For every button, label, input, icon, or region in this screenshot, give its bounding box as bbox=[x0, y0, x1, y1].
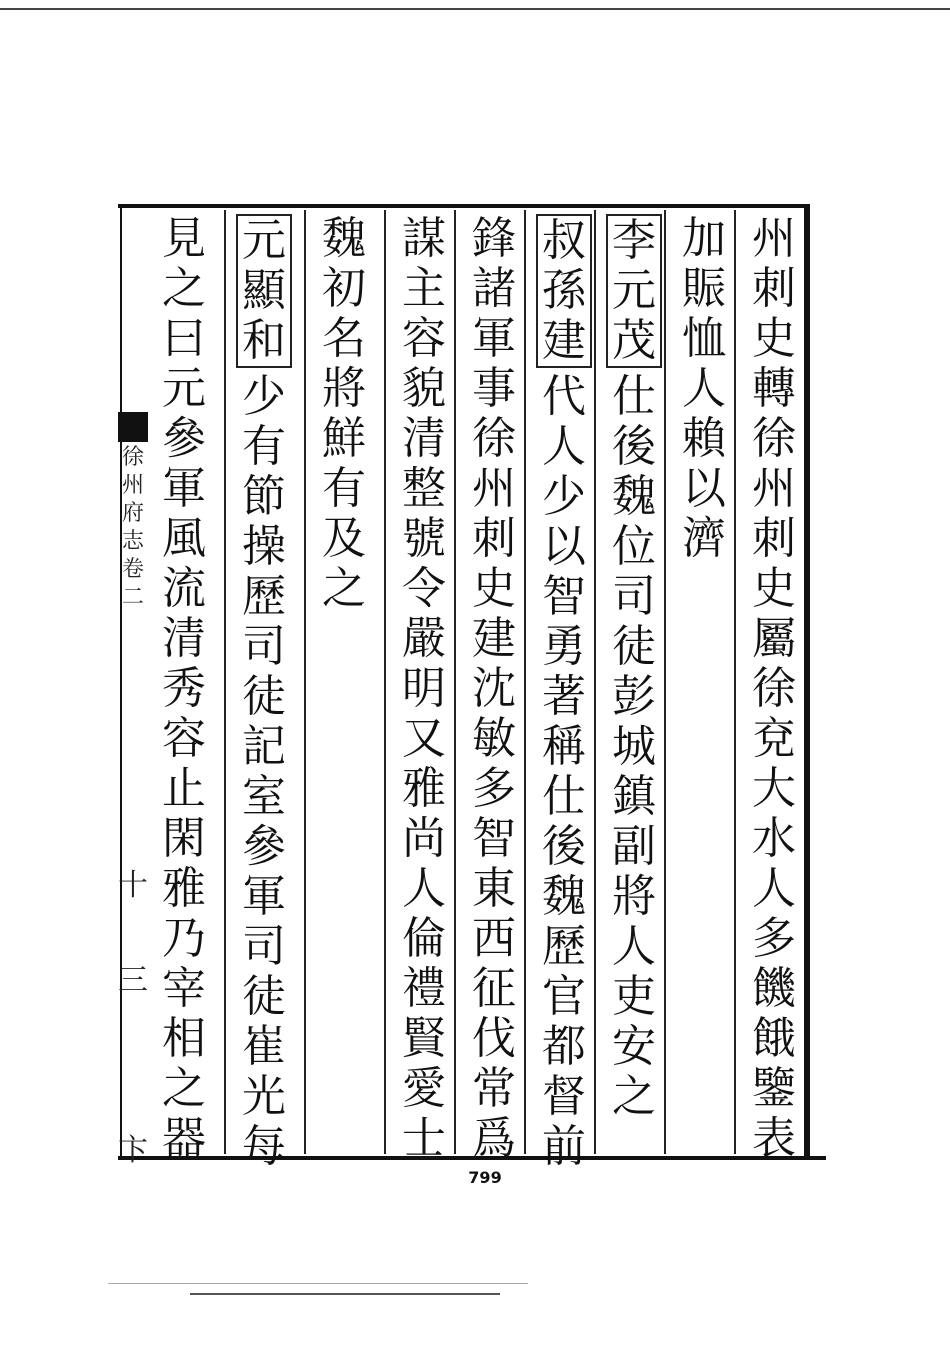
character: 後 bbox=[542, 821, 586, 872]
character: 魏 bbox=[322, 213, 366, 264]
frame-left-border bbox=[120, 204, 122, 1160]
column-divider bbox=[594, 210, 596, 1154]
character: 人 bbox=[542, 421, 586, 472]
character: 安 bbox=[612, 1021, 656, 1072]
character: 元 bbox=[162, 363, 206, 414]
character: 容 bbox=[162, 713, 206, 764]
column-text bbox=[748, 214, 800, 1164]
character: 容 bbox=[402, 313, 446, 364]
column-text bbox=[238, 372, 290, 1172]
character: 仕 bbox=[542, 771, 586, 822]
character: 魏 bbox=[542, 871, 586, 922]
character: 徐 bbox=[121, 445, 144, 470]
character: 徐 bbox=[472, 413, 516, 464]
character: 又 bbox=[402, 713, 446, 764]
frame-right-border bbox=[804, 204, 810, 1160]
character: 貌 bbox=[402, 363, 446, 414]
character: 爲 bbox=[472, 1113, 516, 1164]
character: 彭 bbox=[612, 671, 656, 722]
column-text bbox=[158, 214, 210, 1164]
column-text bbox=[608, 372, 660, 1122]
text-column-8 bbox=[234, 214, 294, 1172]
text-column-9 bbox=[154, 214, 214, 1164]
character: 諸 bbox=[472, 263, 516, 314]
character: 官 bbox=[542, 971, 586, 1022]
character: 人 bbox=[682, 363, 726, 414]
character: 後 bbox=[612, 421, 656, 472]
character: 光 bbox=[242, 1071, 286, 1122]
character: 秀 bbox=[162, 663, 206, 714]
character: 茂 bbox=[612, 315, 656, 366]
character: 事 bbox=[472, 363, 516, 414]
character: 倫 bbox=[402, 913, 446, 964]
character: 智 bbox=[472, 813, 516, 864]
character: 州 bbox=[752, 213, 796, 264]
character: 屬 bbox=[752, 613, 796, 664]
character: 加 bbox=[682, 213, 726, 264]
character: 有 bbox=[322, 463, 366, 514]
character: 二 bbox=[121, 585, 144, 610]
character: 操 bbox=[242, 521, 286, 572]
character: 西 bbox=[472, 913, 516, 964]
character: 尚 bbox=[402, 813, 446, 864]
text-column-7 bbox=[314, 214, 374, 614]
character: 之 bbox=[162, 1063, 206, 1114]
character: 號 bbox=[402, 513, 446, 564]
character: 徒 bbox=[612, 621, 656, 672]
character: 征 bbox=[472, 963, 516, 1014]
character: 位 bbox=[612, 521, 656, 572]
bottom-rule bbox=[108, 1283, 528, 1284]
character: 敏 bbox=[472, 713, 516, 764]
margin-title bbox=[118, 444, 148, 612]
character: 雅 bbox=[162, 863, 206, 914]
character: 刺 bbox=[752, 263, 796, 314]
character: 節 bbox=[242, 471, 286, 522]
column-text bbox=[468, 214, 520, 1164]
page-frame bbox=[118, 204, 826, 1172]
character: 司 bbox=[612, 571, 656, 622]
character: 饑 bbox=[752, 963, 796, 1014]
character: 都 bbox=[542, 1021, 586, 1072]
character: 相 bbox=[162, 1013, 206, 1064]
character: 鎮 bbox=[612, 771, 656, 822]
character: 仕 bbox=[612, 371, 656, 422]
character: 閑 bbox=[162, 813, 206, 864]
character: 及 bbox=[322, 513, 366, 564]
character: 徒 bbox=[242, 971, 286, 1022]
margin-leaf-number-3: 卞 bbox=[118, 1133, 148, 1168]
character: 將 bbox=[322, 363, 366, 414]
text-column-3 bbox=[604, 214, 664, 1122]
character: 風 bbox=[162, 513, 206, 564]
character: 表 bbox=[752, 1113, 796, 1164]
top-rule bbox=[0, 8, 950, 10]
character: 之 bbox=[612, 1071, 656, 1122]
character: 魏 bbox=[612, 471, 656, 522]
character: 謀 bbox=[402, 213, 446, 264]
character: 明 bbox=[402, 663, 446, 714]
page-number: 799 bbox=[468, 1168, 502, 1187]
character: 伐 bbox=[472, 1013, 516, 1064]
column-text bbox=[678, 214, 730, 564]
character: 史 bbox=[472, 563, 516, 614]
character: 乃 bbox=[162, 913, 206, 964]
character: 參 bbox=[162, 413, 206, 464]
margin-leaf-number-1: 十 bbox=[118, 868, 148, 903]
person-name-box bbox=[536, 214, 592, 368]
character: 清 bbox=[402, 413, 446, 464]
character: 叔 bbox=[542, 215, 586, 266]
character: 止 bbox=[162, 763, 206, 814]
character: 少 bbox=[542, 471, 586, 522]
character: 鋒 bbox=[472, 213, 516, 264]
character: 流 bbox=[162, 563, 206, 614]
character: 稱 bbox=[542, 721, 586, 772]
character: 大 bbox=[752, 763, 796, 814]
character: 徐 bbox=[752, 413, 796, 464]
character: 州 bbox=[752, 463, 796, 514]
character: 禮 bbox=[402, 963, 446, 1014]
character: 清 bbox=[162, 613, 206, 664]
frame-top-border bbox=[118, 204, 808, 208]
column-divider bbox=[304, 210, 306, 1154]
character: 人 bbox=[752, 863, 796, 914]
column-divider bbox=[664, 210, 666, 1154]
column-text bbox=[318, 214, 370, 614]
character: 室 bbox=[242, 771, 286, 822]
character: 刺 bbox=[472, 513, 516, 564]
person-name-box bbox=[606, 214, 662, 368]
character: 沈 bbox=[472, 663, 516, 714]
character: 史 bbox=[752, 313, 796, 364]
character: 賴 bbox=[682, 413, 726, 464]
character: 建 bbox=[542, 315, 586, 366]
character: 名 bbox=[322, 313, 366, 364]
character: 嚴 bbox=[402, 613, 446, 664]
character: 鮮 bbox=[322, 413, 366, 464]
character: 以 bbox=[542, 521, 586, 572]
character: 人 bbox=[402, 863, 446, 914]
character: 以 bbox=[682, 463, 726, 514]
character: 軍 bbox=[242, 871, 286, 922]
character: 轉 bbox=[752, 363, 796, 414]
character: 恤 bbox=[682, 313, 726, 364]
character: 李 bbox=[612, 215, 656, 266]
column-text bbox=[538, 372, 590, 1172]
character: 主 bbox=[402, 263, 446, 314]
character: 孫 bbox=[542, 265, 586, 316]
column-text bbox=[398, 214, 450, 1164]
character: 志 bbox=[121, 529, 144, 554]
character: 人 bbox=[612, 921, 656, 972]
character: 卷 bbox=[121, 557, 144, 582]
character: 城 bbox=[612, 721, 656, 772]
character: 智 bbox=[542, 571, 586, 622]
character: 見 bbox=[162, 213, 206, 264]
margin-leaf-number-2: 三 bbox=[118, 963, 148, 998]
character: 元 bbox=[612, 265, 656, 316]
column-divider bbox=[524, 210, 526, 1154]
character: 歷 bbox=[542, 921, 586, 972]
character: 吏 bbox=[612, 971, 656, 1022]
character: 司 bbox=[242, 921, 286, 972]
character: 餓 bbox=[752, 1013, 796, 1064]
character: 少 bbox=[242, 371, 286, 422]
character: 督 bbox=[542, 1071, 586, 1122]
character: 濟 bbox=[682, 513, 726, 564]
character: 愛 bbox=[402, 1063, 446, 1114]
character: 歷 bbox=[242, 571, 286, 622]
text-column-4 bbox=[534, 214, 594, 1172]
character: 有 bbox=[242, 421, 286, 472]
character: 將 bbox=[612, 871, 656, 922]
column-divider bbox=[734, 210, 736, 1154]
character: 刺 bbox=[752, 513, 796, 564]
character: 和 bbox=[242, 315, 286, 366]
character: 多 bbox=[752, 913, 796, 964]
character: 每 bbox=[242, 1121, 286, 1172]
text-column-1 bbox=[744, 214, 804, 1164]
character: 曰 bbox=[162, 313, 206, 364]
column-divider bbox=[224, 210, 226, 1154]
character: 令 bbox=[402, 563, 446, 614]
character: 軍 bbox=[162, 463, 206, 514]
character: 司 bbox=[242, 621, 286, 672]
character: 士 bbox=[402, 1113, 446, 1164]
character: 水 bbox=[752, 813, 796, 864]
text-column-5 bbox=[464, 214, 524, 1164]
character: 副 bbox=[612, 821, 656, 872]
character: 徐 bbox=[752, 663, 796, 714]
character: 著 bbox=[542, 671, 586, 722]
fish-tail-mark bbox=[118, 412, 148, 442]
character: 前 bbox=[542, 1121, 586, 1172]
character: 元 bbox=[242, 215, 286, 266]
character: 顯 bbox=[242, 265, 286, 316]
character: 參 bbox=[242, 821, 286, 872]
character: 勇 bbox=[542, 621, 586, 672]
character: 史 bbox=[752, 563, 796, 614]
character: 州 bbox=[121, 473, 144, 498]
character: 東 bbox=[472, 863, 516, 914]
character: 賑 bbox=[682, 263, 726, 314]
text-column-2 bbox=[674, 214, 734, 564]
character: 代 bbox=[542, 371, 586, 422]
character: 器 bbox=[162, 1113, 206, 1164]
character: 賢 bbox=[402, 1013, 446, 1064]
character: 徒 bbox=[242, 671, 286, 722]
character: 記 bbox=[242, 721, 286, 772]
character: 之 bbox=[322, 563, 366, 614]
character: 軍 bbox=[472, 313, 516, 364]
character: 崔 bbox=[242, 1021, 286, 1072]
character: 之 bbox=[162, 263, 206, 314]
column-divider bbox=[384, 210, 386, 1154]
character: 宰 bbox=[162, 963, 206, 1014]
text-column-6 bbox=[394, 214, 454, 1164]
character: 州 bbox=[472, 463, 516, 514]
character: 鑒 bbox=[752, 1063, 796, 1114]
bottom-rule bbox=[190, 1293, 500, 1295]
character: 初 bbox=[322, 263, 366, 314]
character: 兗 bbox=[752, 713, 796, 764]
character: 建 bbox=[472, 613, 516, 664]
column-divider bbox=[454, 210, 456, 1154]
character: 常 bbox=[472, 1063, 516, 1114]
character: 多 bbox=[472, 763, 516, 814]
character: 府 bbox=[121, 501, 144, 526]
character: 雅 bbox=[402, 763, 446, 814]
character: 整 bbox=[402, 463, 446, 514]
person-name-box bbox=[236, 214, 292, 368]
